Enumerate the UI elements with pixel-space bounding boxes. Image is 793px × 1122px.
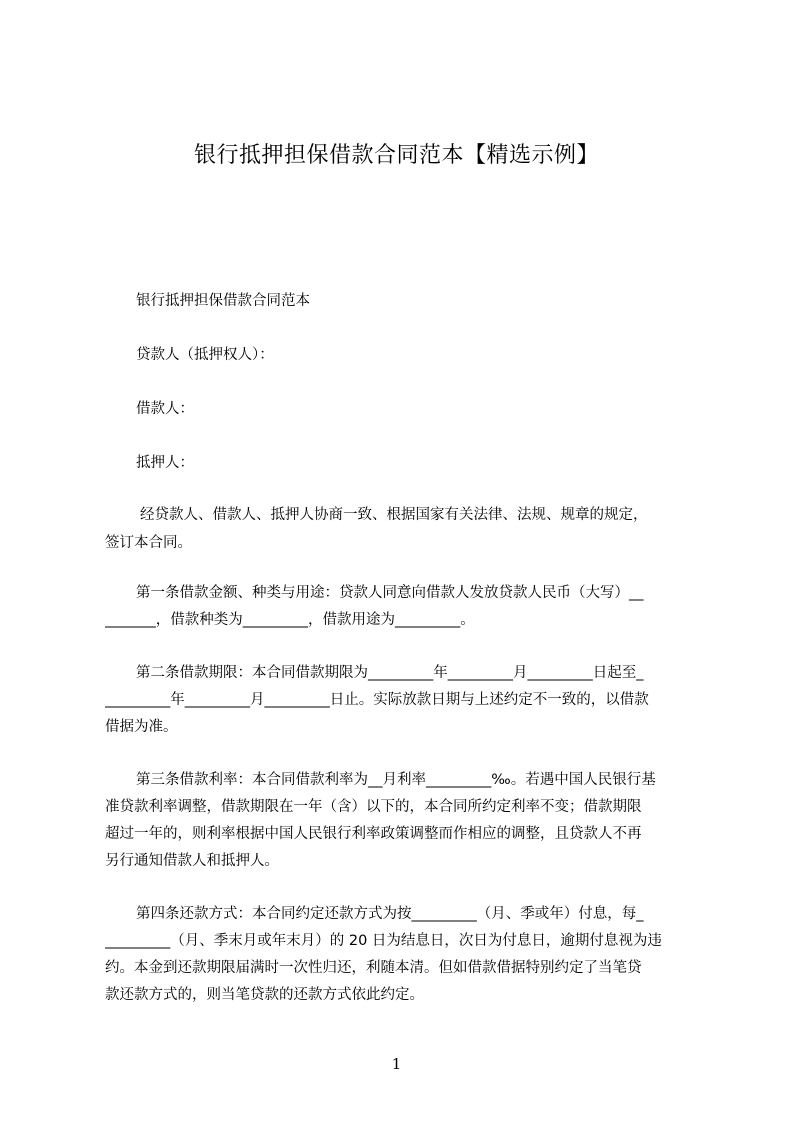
article2-line-1: 第二条借款期限：本合同借款期限为_________年_________月_________日起至_ xyxy=(136,665,644,681)
article3-line-3: 超过一年的，则利率根据中国人民银行利率政策调整而作相应的调整，且贷款人不再 xyxy=(105,826,642,842)
article4-line-4: 款还款方式的，则当笔贷款的还款方式依此约定。 xyxy=(105,987,424,1003)
article4-line-3: 约。本金到还款期限届满时一次性归还，利随本清。但如借款借据特别约定了当笔贷 xyxy=(105,960,642,976)
intro-line-1: 经贷款人、借款人、抵押人协商一致、根据国家有关法律、法规、规章的规定， xyxy=(140,507,648,523)
article3-line-4: 另行通知借款人和抵押人。 xyxy=(105,853,279,869)
article2-line-2: _________年_________月_________日止。实际放款日期与上述约定不一致的，以借款 xyxy=(105,692,649,708)
lender-field: 贷款人（抵押权人）： xyxy=(136,347,274,363)
article4-line-1: 第四条还款方式：本合同约定还款方式为按_________（月、季或年）付息，每_ xyxy=(136,906,644,922)
article3-line-1: 第三条借款利率：本合同借款利率为__月利率_________‰。若遇中国人民银行基 xyxy=(136,772,656,788)
mortgagor-field: 抵押人： xyxy=(136,455,194,471)
article2-line-3: 借据为准。 xyxy=(105,719,178,735)
article1-line-2: _______，借款种类为_________，借款用途为_________。 xyxy=(105,612,475,628)
intro-line-2: 签订本合同。 xyxy=(105,535,192,551)
article4-line-2: _________（月、季末月或年末月）的 20 日为结息日，次日为付息日，逾期付息视为违 xyxy=(105,933,662,949)
page-number: 1 xyxy=(391,1055,402,1073)
document-title: 银行抵押担保借款合同范本【精选示例】 xyxy=(193,143,599,168)
article1-line-1: 第一条借款金额、种类与用途：贷款人同意向借款人发放贷款人民币（大写）__ xyxy=(136,585,644,601)
subtitle: 银行抵押担保借款合同范本 xyxy=(136,293,310,309)
article3-line-2: 准贷款利率调整，借款期限在一年（含）以下的，本合同所约定利率不变；借款期限 xyxy=(105,799,642,815)
borrower-field: 借款人： xyxy=(136,401,194,417)
